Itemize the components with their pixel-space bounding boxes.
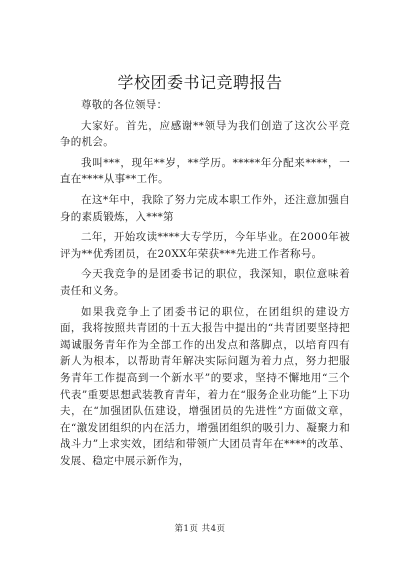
paragraph-education: 二年，开始攻读****大专学历，今年毕业。在2000年被评为**优秀团员，在20XX年荣获***先进工作者称号。 (60, 231, 350, 260)
paragraph-plan: 如果我竞争上了团委书记的职位，在团组织的建设方面，我将按照共青团的十五大报告中提出的“共青团要坚持把竭诚服务青年作为全部工作的出发点和落脚点，以培育四有新人为根本，以帮助青年解决实际问题为着力点，努力把服务青年工作提高到一个新水平”的要求，坚持不懈地用“三个代表”重要思想武装教育青年，着力在“服务企业功能”上下功夫，在“加强团队伍建设，增强团员的先进性”方面做文章，在“激发团组织的内在活力，增强团组织的吸引力、凝聚力和战斗力”上求实效，团结和带领广大团员青年在****的改革、发展、稳定中展示新作为， (60, 305, 350, 467)
document-title: 学校团委书记竞聘报告 (117, 73, 283, 92)
paragraph-greeting: 大家好。首先，应感谢**领导为我们创造了这次公平竞争的机会。 (60, 119, 350, 149)
document-body (60, 97, 350, 469)
paragraph-experience: 在这*年中，我除了努力完成本职工作外，还注意加强自身的素质锻炼，入***第 (60, 193, 350, 223)
paragraph-self-introduction: 我叫***，现年**岁，**学历。*****年分配来****，一直在****从事**工作。 (60, 156, 350, 186)
paragraph-salutation: 尊敬的各位领导： (81, 99, 168, 111)
paragraph-position: 今天我竞争的是团委书记的职位，我深知，职位意味着责任和义务。 (60, 268, 350, 297)
page-number-footer: 第1页 共4页 (174, 524, 226, 534)
